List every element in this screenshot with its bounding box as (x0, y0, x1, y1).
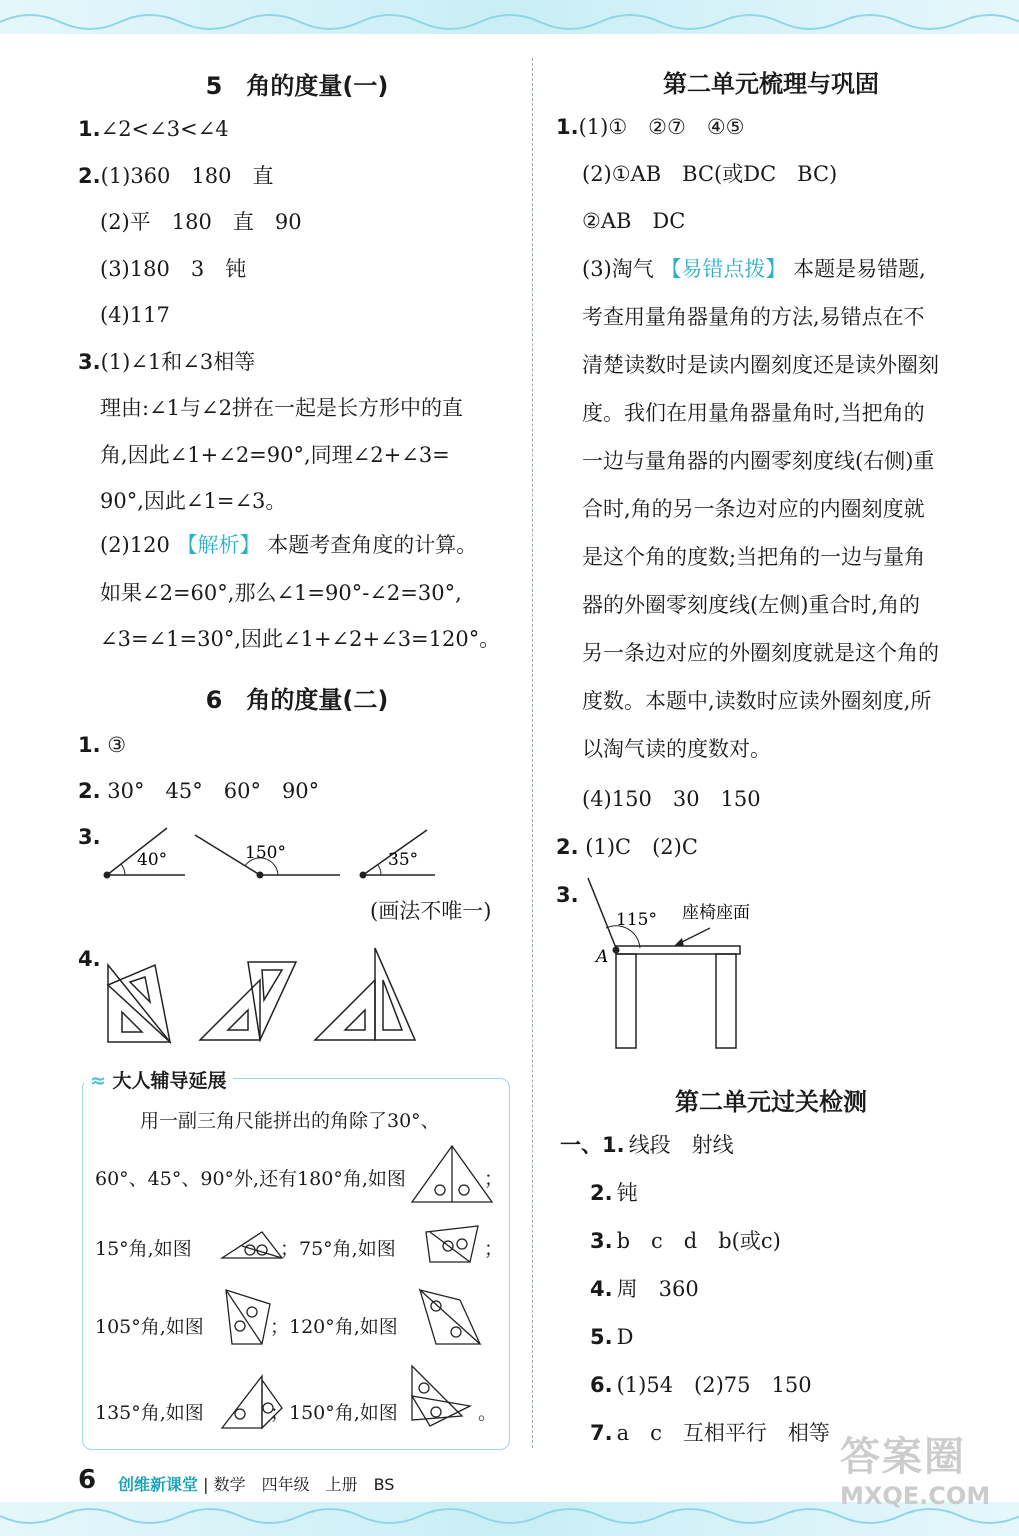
fig-150 (412, 1366, 470, 1426)
review-q2 (556, 832, 698, 862)
question-number: 2. (78, 779, 101, 803)
analysis-line-3: ∠3=∠1=30°,因此∠1+∠2+∠3=120°。 (100, 627, 501, 651)
angle-ray (588, 878, 616, 948)
answer-text: D (616, 1325, 634, 1349)
answer-text: ∠2<∠3<∠4 (100, 117, 229, 141)
fig-15 (222, 1232, 282, 1258)
question-number: 1. (78, 117, 101, 141)
error-tip-tag: 【易错点拨】 (660, 257, 787, 281)
answer-line (582, 206, 685, 236)
watermark-top: 答案圈 (840, 1434, 966, 1480)
chair-leg-left (616, 954, 636, 1048)
angle-label-35: 35° (388, 850, 419, 870)
answer-text: 理由:∠1与∠2拼在一起是长方形中的直 (100, 396, 463, 420)
review-q1-3 (582, 254, 926, 284)
answer-line (556, 112, 744, 142)
box-line-4: 105°角,如图 (95, 1316, 204, 1338)
paragraph-line: 以淘气读的度数对。 (582, 737, 771, 761)
test-answer-line (590, 1274, 699, 1304)
paragraph-line: 清楚读数时是读内圈刻度还是读外圈刻 (582, 353, 939, 377)
question-number: 2. (590, 1181, 613, 1205)
paragraph-line: 度数。本题中,读数时应读外圈刻度,所 (582, 689, 932, 713)
box-title-text: 大人辅导延展 (112, 1070, 227, 1092)
unit-test-title: 第二单元过关检测 (675, 1088, 867, 1116)
answer-text: (1)C (2)C (585, 835, 698, 859)
box-line-5b: ；150°角,如图 (270, 1402, 398, 1424)
question-number: 3. (78, 825, 101, 849)
question-number: 2. (556, 835, 579, 859)
tip-text: 本题是易错题, (793, 257, 926, 281)
footer-separator: | (203, 1475, 209, 1494)
question-number: 2. (78, 163, 101, 188)
paragraph-line: 合时,角的另一条边对应的内圈刻度就 (582, 497, 925, 521)
chair-angle-label: 115° (616, 910, 657, 930)
answer-text: (2)120 (100, 533, 170, 557)
answer-text: ②AB DC (582, 209, 686, 233)
question-number: 3. (556, 883, 579, 907)
box-line-2: 60°、45°、90°外,还有180°角,如图 (95, 1168, 406, 1190)
paragraph-line: 是这个角的度数;当把角的一边与量角 (582, 545, 926, 569)
chair-figure (580, 870, 780, 1060)
paragraph-line: 另一条边对应的外圈刻度就是这个角的 (582, 641, 939, 665)
angle-label-150: 150° (245, 843, 286, 863)
fig-105 (226, 1290, 270, 1344)
brand-name: 创维新课堂 (118, 1475, 199, 1494)
answer-text: ③ (107, 733, 127, 757)
question-number: 3. (78, 349, 101, 374)
question-number: 5. (590, 1325, 613, 1349)
box-line-4b: ；120°角,如图 (270, 1316, 398, 1338)
answer-text: (1)360 180 直 (100, 163, 274, 188)
answer-text: 90°,因此∠1=∠3。 (100, 489, 287, 513)
seat-surface (616, 946, 740, 954)
drawing-note: (画法不唯一) (370, 899, 492, 923)
answer-text: 30° 45° 60° 90° (107, 779, 320, 803)
question-number: 1. (78, 733, 101, 757)
answer-text: (2)①AB BC(或DC BC) (582, 162, 838, 186)
test-answer-line (590, 1226, 781, 1256)
answer-text: b c d b(或c) (616, 1229, 781, 1253)
box-line-3b: ；75°角,如图 (280, 1238, 396, 1260)
box-line-3: 15°角,如图 (95, 1238, 192, 1260)
answer-text: (1)∠1和∠3相等 (100, 349, 256, 374)
arrow-head (674, 938, 684, 946)
chair-leg-right (716, 954, 736, 1048)
answer-text: (1)54 (2)75 150 (616, 1373, 812, 1397)
paragraph-line: 一边与量角器的内圈零刻度线(右侧)重 (582, 449, 935, 473)
analysis-tag: 【解析】 (176, 533, 261, 557)
page-number: 6 (78, 1465, 97, 1495)
answer-text: 角,因此∠1+∠2=90°,同理∠2+∠3= (100, 442, 450, 467)
fig-75 (426, 1226, 478, 1262)
question-number: 7. (590, 1421, 613, 1445)
seat-label: 座椅座面 (682, 903, 750, 923)
paragraph-line: 度。我们在用量角器量角时,当把角的 (582, 401, 925, 425)
box-line-5: 135°角,如图 (95, 1402, 204, 1424)
box-line-1: 用一副三角尺能拼出的角除了30°、 (140, 1110, 440, 1132)
answer-text: a c 互相平行 相等 (616, 1421, 830, 1445)
paragraph-line: 器的外圈零刻度线(左侧)重合时,角的 (582, 593, 921, 617)
review-q1-4: (4)150 30 150 (582, 787, 761, 811)
question-number: 4. (590, 1277, 613, 1301)
watermark-bottom: MXQE.COM (840, 1482, 991, 1510)
box-semicolon-1: ； (484, 1168, 504, 1190)
test-answer-line (590, 1322, 633, 1352)
question-number: 1. (556, 115, 579, 139)
point-a-label: A (596, 947, 609, 967)
answer-text: 线段 射线 (628, 1133, 734, 1157)
watermark-logo (840, 1425, 1000, 1525)
footer-info (118, 1472, 394, 1495)
answer-text: (4)117 (100, 303, 170, 327)
unit-review-title: 第二单元梳理与巩固 (663, 70, 879, 98)
fig-180 (412, 1146, 492, 1202)
answer-text: 钝 (616, 1181, 638, 1205)
answer-text: (1)① ②⑦ ④⑤ (578, 115, 745, 139)
answer-text: (3)淘气 (582, 257, 654, 281)
answer-text: (3)180 3 钝 (100, 256, 247, 281)
question-number: 4. (78, 947, 101, 971)
test-answer-line (590, 1370, 812, 1400)
review-q3 (556, 880, 579, 910)
wave-icon: ≈ (90, 1070, 106, 1092)
angle-label-40: 40° (137, 850, 168, 870)
analysis-text: 本题考查角度的计算。 (267, 533, 478, 557)
paragraph-line: 考查用量角器量角的方法,易错点在不 (582, 305, 925, 329)
answer-text: 周 360 (616, 1277, 699, 1301)
section-6-title: 6 角的度量(二) (205, 686, 389, 714)
fig-135 (222, 1376, 282, 1428)
question-number: 一、1. (560, 1133, 625, 1157)
box-period: 。 (478, 1402, 498, 1424)
question-number: 6. (590, 1373, 613, 1397)
section-5-title: 5 角的度量(一) (205, 72, 389, 100)
analysis-line-2: 如果∠2=60°,那么∠1=90°-∠2=30°, (100, 581, 462, 605)
question-number: 3. (590, 1229, 613, 1253)
answer-text: (2)平 180 直 90 (100, 210, 302, 234)
answer-line (582, 159, 837, 189)
book-info: 数学 四年级 上册 BS (213, 1475, 395, 1494)
box-semicolon-2: ； (484, 1238, 504, 1260)
test-answer-line (590, 1418, 830, 1448)
test-answer-line (560, 1130, 734, 1160)
test-answer-line (590, 1178, 638, 1208)
fig-120 (420, 1290, 480, 1344)
